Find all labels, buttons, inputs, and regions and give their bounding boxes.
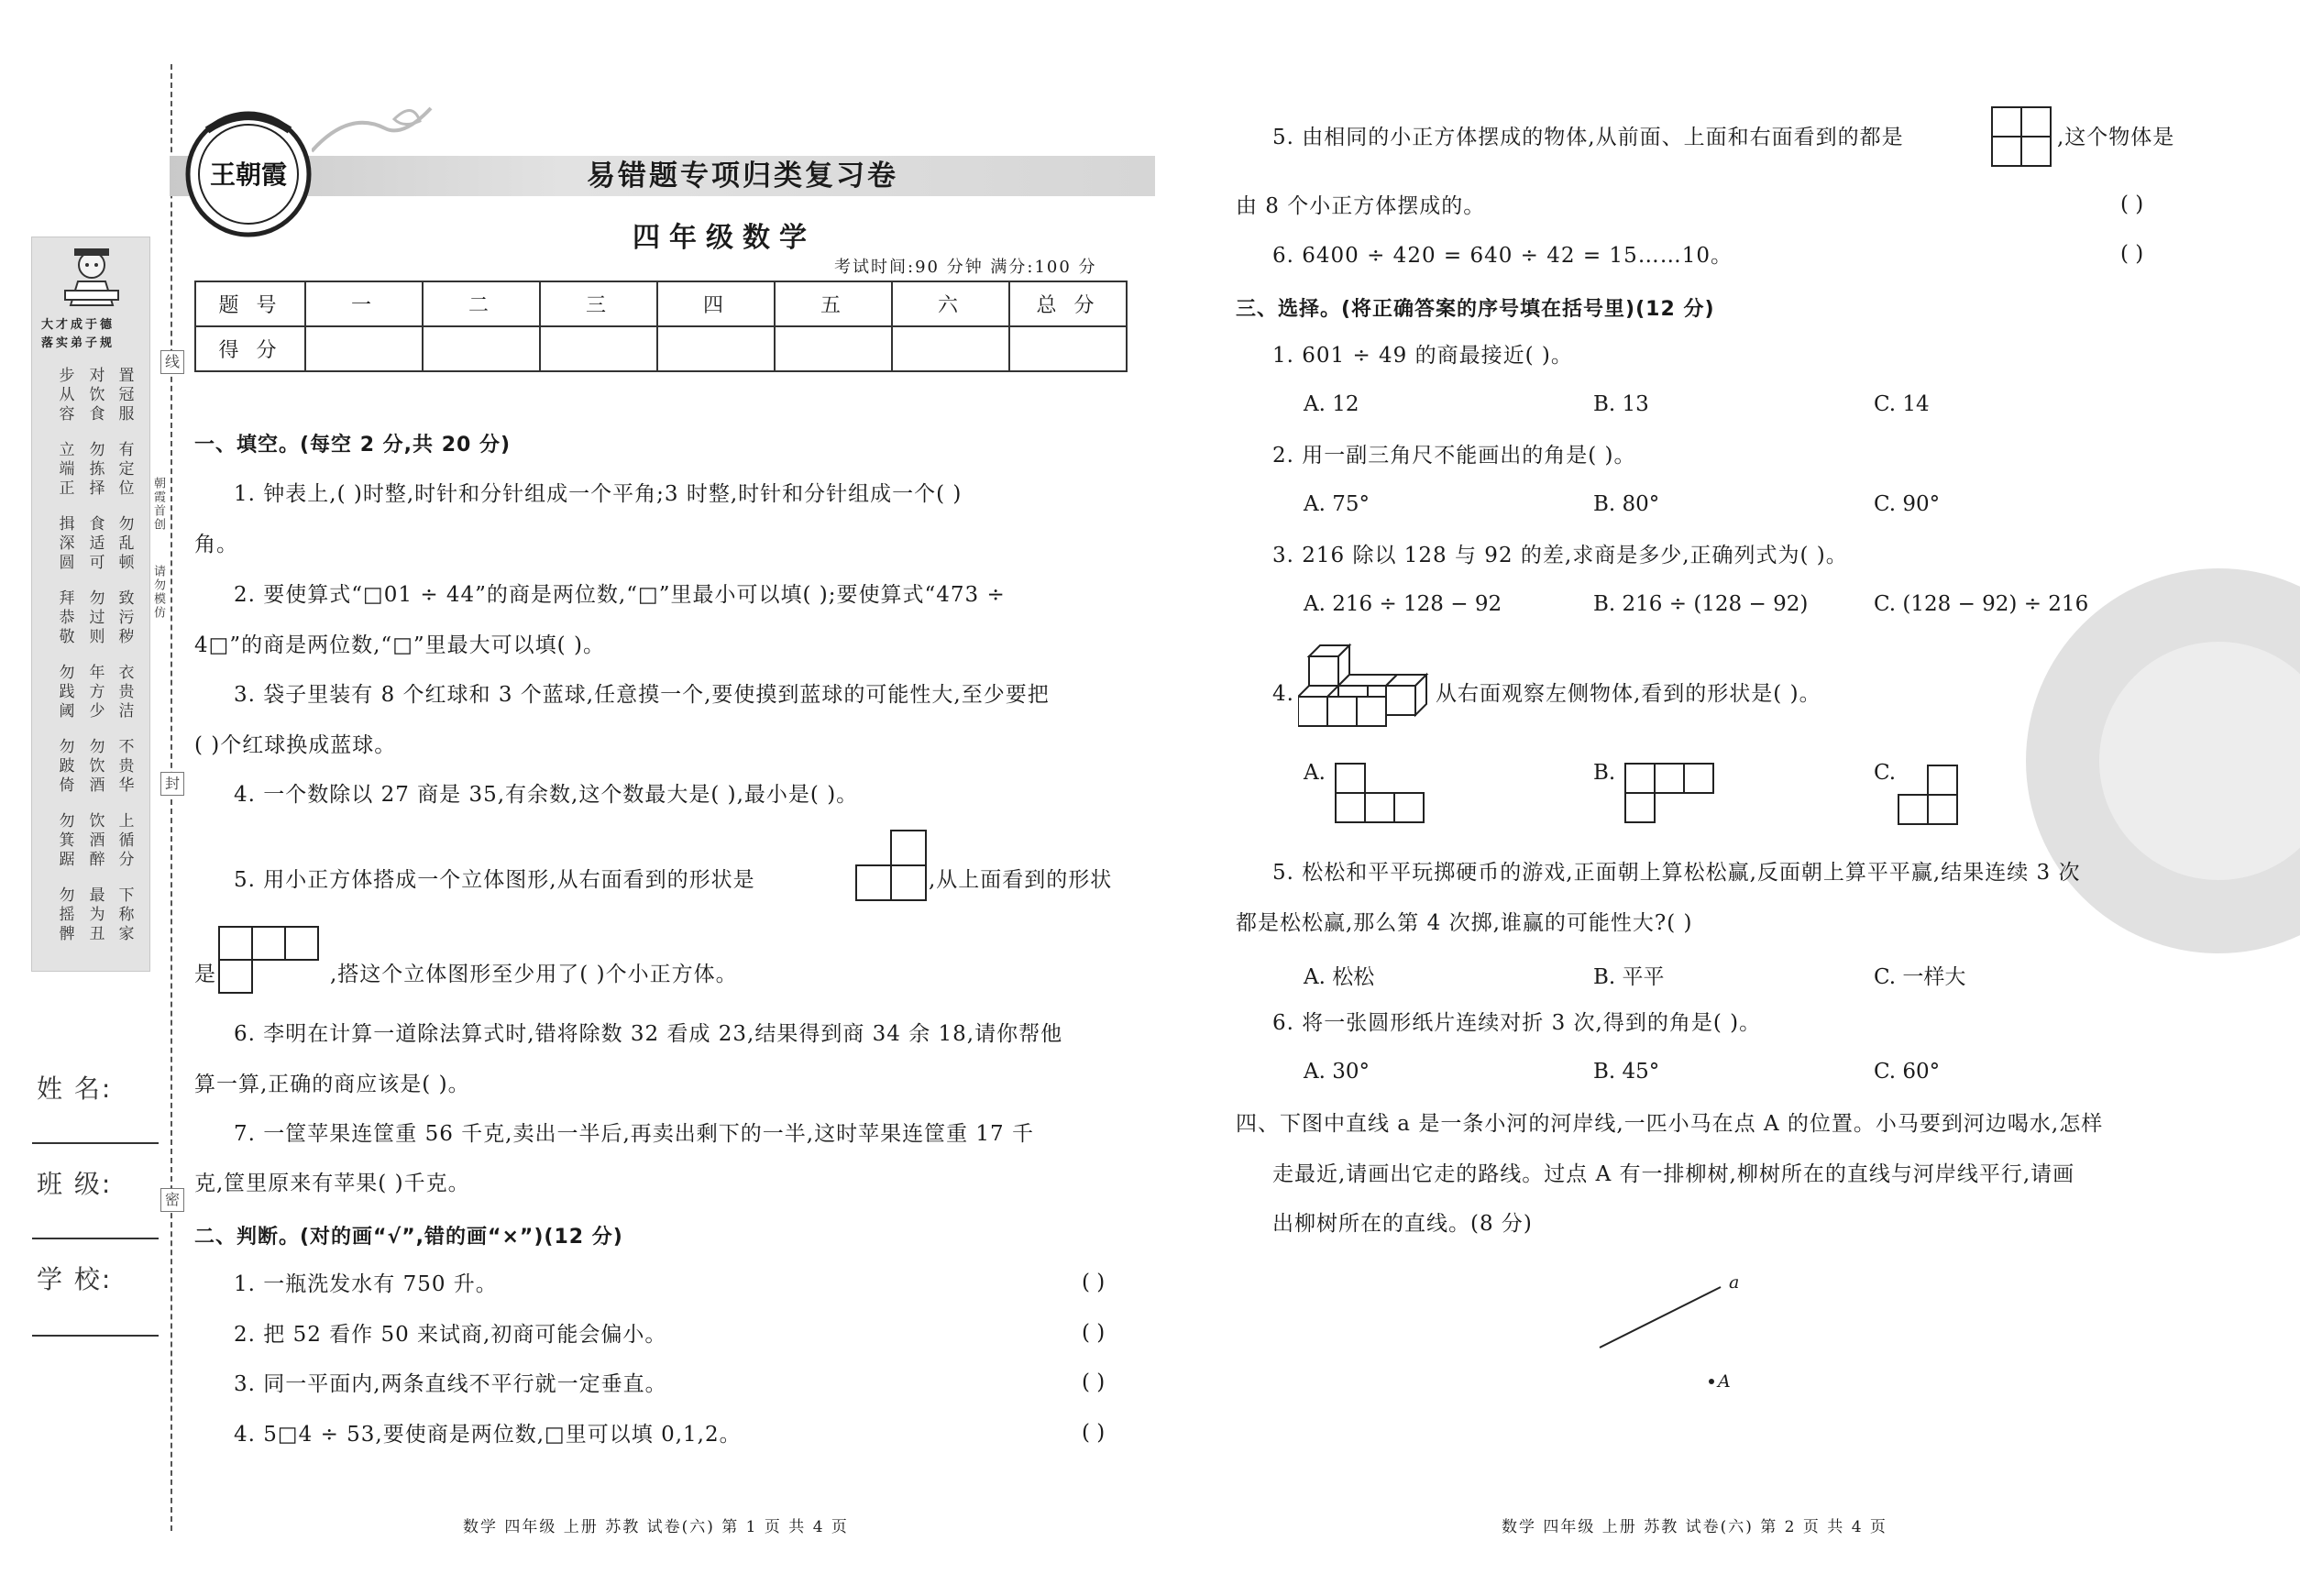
brand-logo bbox=[180, 103, 317, 240]
question-text: 算一算,正确的商应该是( )。 bbox=[194, 1073, 470, 1096]
svg-text:王朝霞: 王朝霞 bbox=[209, 160, 288, 190]
judge-item: 3. 同一平面内,两条直线不平行就一定垂直。 bbox=[234, 1372, 667, 1396]
seal-char-3: 密 bbox=[160, 1188, 184, 1212]
rule-text: 最 为 丑 bbox=[89, 886, 105, 943]
score-header-cell: 五 bbox=[775, 281, 892, 326]
question-text: ,从上面看到的形状 bbox=[929, 868, 1113, 892]
drawing-question: 四、下图中直线 a 是一条小河的河岸线,一匹小马在点 A 的位置。小马要到河边喝水,怎样 bbox=[1236, 1112, 2104, 1136]
class-field[interactable] bbox=[32, 1238, 159, 1239]
score-cell[interactable] bbox=[305, 326, 423, 371]
copyright-note-1: 朝霞首创 bbox=[151, 477, 165, 532]
rule-text: 上 循 分 bbox=[118, 812, 135, 869]
point-a-dot bbox=[1709, 1379, 1714, 1384]
point-label-A: A bbox=[1718, 1371, 1731, 1392]
section-choice-heading: 三、选择。(将正确答案的序号填在括号里)(12 分) bbox=[1236, 298, 1715, 321]
question-text: 是 bbox=[194, 963, 216, 986]
rule-text: 对 饮 食 bbox=[89, 367, 105, 424]
rule-text: 勿 摇 髀 bbox=[59, 886, 75, 943]
seal-char-2: 封 bbox=[160, 772, 184, 796]
choice-option[interactable]: A. bbox=[1304, 761, 1326, 785]
score-cell[interactable] bbox=[657, 326, 775, 371]
score-cell[interactable] bbox=[540, 326, 657, 371]
rule-text: 食 适 可 bbox=[89, 515, 105, 572]
choice-option[interactable]: B. bbox=[1593, 761, 1616, 785]
score-cell[interactable] bbox=[892, 326, 1009, 371]
choice-option[interactable]: C. 90° bbox=[1874, 492, 1941, 516]
rule-text: 饮 酒 醉 bbox=[89, 812, 105, 869]
answer-blank[interactable]: ( ) bbox=[1082, 1370, 1106, 1394]
score-header-cell: 三 bbox=[540, 281, 657, 326]
river-bank-line-a bbox=[1600, 1287, 1721, 1348]
answer-blank[interactable]: ( ) bbox=[1082, 1421, 1106, 1445]
rule-text: 衣 贵 洁 bbox=[118, 664, 135, 721]
school-field[interactable] bbox=[32, 1335, 159, 1337]
rule-text: 年 方 少 bbox=[89, 664, 105, 721]
judge-item: 1. 一瓶洗发水有 750 升。 bbox=[234, 1272, 498, 1296]
choice-option[interactable]: A. 30° bbox=[1304, 1060, 1370, 1084]
question-text: 7. 一筐苹果连筐重 56 千克,卖出一半后,再卖出剩下的一半,这时苹果连筐重 17 千 bbox=[234, 1122, 1034, 1146]
score-header-cell: 二 bbox=[423, 281, 540, 326]
judge-item: 2. 把 52 看作 50 来试商,初商可能会偏小。 bbox=[234, 1323, 667, 1347]
score-row-label: 得 分 bbox=[195, 326, 305, 371]
judge-item: 5. 由相同的小正方体摆成的物体,从前面、上面和右面看到的都是 bbox=[1272, 126, 1904, 149]
rule-text: 置 冠 服 bbox=[118, 367, 135, 424]
question-text: 6. 李明在计算一道除法算式时,错将除数 32 看成 23,结果得到商 34 余 18,请你帮他 bbox=[234, 1022, 1063, 1046]
page-footer-1: 数学 四年级 上册 苏教 试卷(六) 第 1 页 共 4 页 bbox=[463, 1518, 849, 1536]
motto-line-2: 落实弟子规 bbox=[41, 336, 116, 350]
choice-option[interactable]: A. 216 ÷ 128 − 92 bbox=[1304, 592, 1502, 616]
seal-cut-line bbox=[171, 64, 172, 1531]
question-text: 4. 一个数除以 27 商是 35,有余数,这个数最大是( ),最小是( )。 bbox=[234, 783, 859, 807]
school-label: 学 校: bbox=[37, 1264, 113, 1294]
score-header-cell: 六 bbox=[892, 281, 1009, 326]
rule-text: 揖 深 圆 bbox=[59, 515, 75, 572]
choice-option[interactable]: C. 一样大 bbox=[1874, 965, 1966, 989]
rule-text: 不 贵 华 bbox=[118, 738, 135, 795]
rule-text: 勿 拣 择 bbox=[89, 441, 105, 498]
question-text: ( )个红球换成蓝球。 bbox=[194, 733, 397, 757]
seal-char-1: 线 bbox=[160, 350, 184, 374]
choice-question: 从右面观察左侧物体,看到的形状是( )。 bbox=[1436, 682, 1821, 706]
judge-item: 4. 5□4 ÷ 53,要使商是两位数,□里可以填 0,1,2。 bbox=[234, 1423, 742, 1447]
choice-option[interactable]: B. 216 ÷ (128 − 92) bbox=[1593, 592, 1809, 616]
rule-text: 勿 箕 踞 bbox=[59, 812, 75, 869]
choice-option[interactable]: C. bbox=[1874, 761, 1897, 785]
choice-option[interactable]: B. 13 bbox=[1593, 392, 1649, 416]
class-label: 班 级: bbox=[37, 1169, 113, 1199]
name-field[interactable] bbox=[32, 1142, 159, 1144]
rule-text: 致 污 秽 bbox=[118, 589, 135, 646]
rule-text: 勿 乱 顿 bbox=[118, 515, 135, 572]
score-cell[interactable] bbox=[423, 326, 540, 371]
choice-option[interactable]: C. (128 − 92) ÷ 216 bbox=[1874, 592, 2089, 616]
section-judge-heading: 二、判断。(对的画“√”,错的画“×”)(12 分) bbox=[194, 1226, 623, 1249]
line-label-a: a bbox=[1729, 1272, 1740, 1293]
rule-text: 勿 饮 酒 bbox=[89, 738, 105, 795]
choice-question-number: 4. bbox=[1272, 682, 1294, 706]
answer-blank[interactable]: ( ) bbox=[1082, 1271, 1106, 1294]
question-text: 克,筐里原来有苹果( )千克。 bbox=[194, 1172, 470, 1195]
rule-text: 有 定 位 bbox=[118, 441, 135, 498]
answer-blank[interactable]: ( ) bbox=[2120, 242, 2144, 266]
score-table-score-row bbox=[195, 326, 1127, 371]
question-text: 1. 钟表上,( )时整,时针和分针组成一个平角;3 时整,时针和分针组成一个( ) bbox=[234, 482, 963, 506]
rule-text: 下 称 家 bbox=[118, 886, 135, 943]
judge-item: ,这个物体是 bbox=[2057, 126, 2175, 149]
score-table-header-row bbox=[195, 281, 1127, 326]
choice-option[interactable]: B. 平平 bbox=[1593, 965, 1665, 989]
score-header-cell: 四 bbox=[657, 281, 775, 326]
choice-question: 都是松松赢,那么第 4 次掷,谁赢的可能性大?( ) bbox=[1236, 911, 1693, 935]
choice-question: 3. 216 除以 128 与 92 的差,求商是多少,正确列式为( )。 bbox=[1272, 544, 1848, 567]
rule-text: 勿 践 阈 bbox=[59, 664, 75, 721]
choice-option[interactable]: C. 14 bbox=[1874, 392, 1930, 416]
exam-title: 易错题专项归类复习卷 bbox=[587, 160, 898, 193]
answer-blank[interactable]: ( ) bbox=[1082, 1321, 1106, 1345]
choice-question: 5. 松松和平平玩掷硬币的游戏,正面朝上算松松赢,反面朝上算平平赢,结果连续 3 次 bbox=[1272, 861, 2081, 885]
score-cell[interactable] bbox=[1009, 326, 1127, 371]
question-text: 3. 袋子里装有 8 个红球和 3 个蓝球,任意摸一个,要使摸到蓝球的可能性大,至少要把 bbox=[234, 683, 1050, 707]
score-table bbox=[194, 281, 1128, 372]
choice-option[interactable]: B. 45° bbox=[1593, 1060, 1660, 1084]
judge-item: 由 8 个小正方体摆成的。 bbox=[1236, 194, 1486, 218]
rule-text: 立 端 正 bbox=[59, 441, 75, 498]
ribbon-decoration bbox=[312, 101, 440, 156]
exam-subtitle: 四年级数学 bbox=[633, 222, 816, 254]
question-text: 角。 bbox=[194, 533, 238, 556]
question-text: 2. 要使算式“□01 ÷ 44”的商是两位数,“□”里最小可以填( );要使算式“473 ÷ bbox=[234, 583, 1006, 607]
score-header-cell: 一 bbox=[305, 281, 423, 326]
rule-text: 勿 跛 倚 bbox=[59, 738, 75, 795]
question-text: 4□”的商是两位数,“□”里最大可以填( )。 bbox=[194, 633, 605, 657]
section-fill-blank-heading: 一、填空。(每空 2 分,共 20 分) bbox=[194, 434, 512, 457]
motto-line-1: 大才成于德 bbox=[41, 318, 116, 332]
page-footer-2: 数学 四年级 上册 苏教 试卷(六) 第 2 页 共 4 页 bbox=[1502, 1518, 1887, 1536]
choice-option[interactable]: C. 60° bbox=[1874, 1060, 1941, 1084]
rule-text: 步 从 容 bbox=[59, 367, 75, 424]
choice-question: 6. 将一张圆形纸片连续对折 3 次,得到的角是( )。 bbox=[1272, 1011, 1762, 1035]
rule-text: 拜 恭 敬 bbox=[59, 589, 75, 646]
score-header-cell: 总 分 bbox=[1009, 281, 1127, 326]
choice-question: 1. 601 ÷ 49 的商最接近( )。 bbox=[1272, 344, 1573, 368]
answer-blank[interactable]: ( ) bbox=[2120, 193, 2144, 216]
question-text: ,搭这个立体图形至少用了( )个小正方体。 bbox=[330, 963, 738, 986]
cube-stack-figure bbox=[1298, 640, 1436, 737]
judge-item: 6. 6400 ÷ 420 = 640 ÷ 42 = 15……10。 bbox=[1272, 244, 1733, 268]
choice-option[interactable]: B. 80° bbox=[1593, 492, 1660, 516]
choice-question: 2. 用一副三角尺不能画出的角是( )。 bbox=[1272, 444, 1636, 468]
choice-option[interactable]: A. 75° bbox=[1304, 492, 1370, 516]
drawing-question: 走最近,请画出它走的路线。过点 A 有一排柳树,柳树所在的直线与河岸线平行,请画 bbox=[1272, 1162, 2075, 1186]
score-header-cell: 题 号 bbox=[195, 281, 305, 326]
choice-option[interactable]: A. 12 bbox=[1304, 392, 1359, 416]
drawing-question: 出柳树所在的直线。(8 分) bbox=[1272, 1212, 1533, 1236]
rule-text: 勿 过 则 bbox=[89, 589, 105, 646]
copyright-note-2: 请勿模仿 bbox=[151, 565, 165, 620]
choice-option[interactable]: A. 松松 bbox=[1304, 965, 1375, 989]
name-label: 姓 名: bbox=[37, 1073, 113, 1104]
score-cell[interactable] bbox=[775, 326, 892, 371]
question-text: 5. 用小正方体搭成一个立体图形,从右面看到的形状是 bbox=[234, 868, 755, 892]
exam-time-score: 考试时间:90 分钟 满分:100 分 bbox=[834, 258, 1097, 277]
scholar-icon bbox=[60, 245, 124, 309]
